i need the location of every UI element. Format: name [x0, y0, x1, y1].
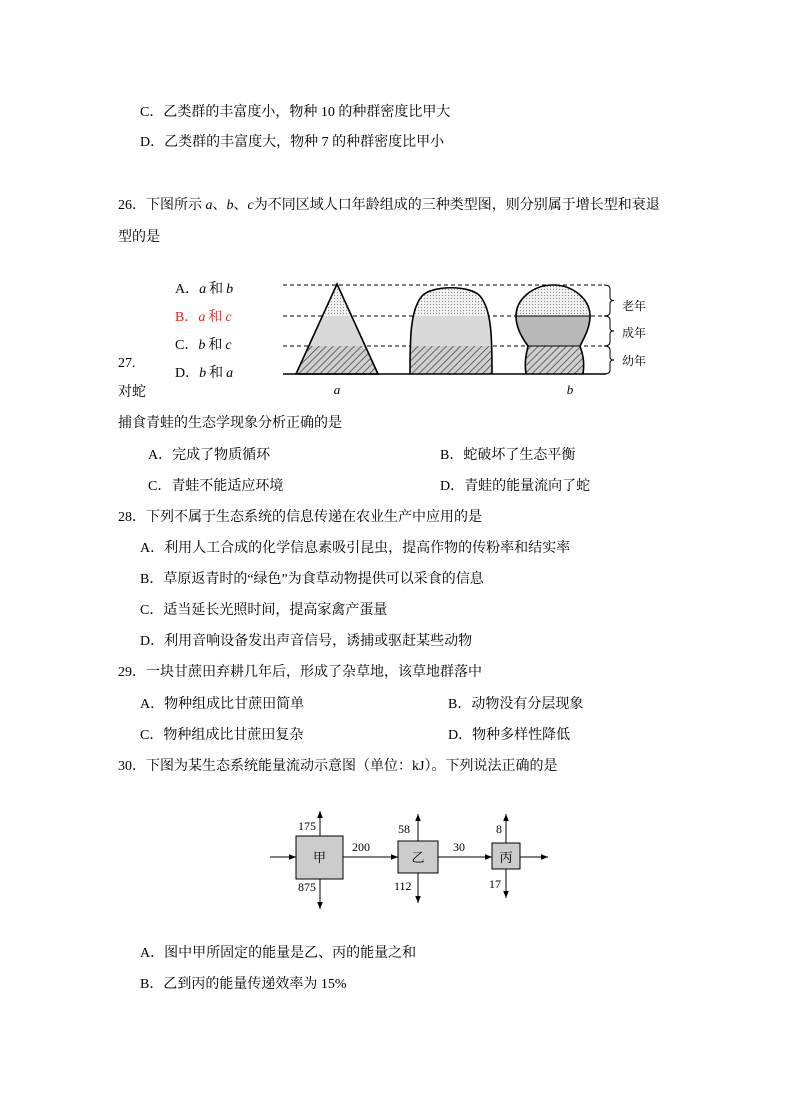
value-yi-up: 58 — [398, 822, 410, 836]
q26-var-b: b — [226, 198, 234, 213]
q29-stem: 29．一块甘蔗田弃耕几年后，形成了杂草地，该草地群落中 — [118, 665, 482, 680]
pyramid-a — [296, 284, 378, 374]
q26-stem-line2: 型的是 — [118, 230, 160, 245]
q27-stem-line1: 对蛇 — [118, 385, 146, 400]
q27-option-c: C．青蛙不能适应环境 — [148, 479, 284, 494]
node-jia-label: 甲 — [312, 850, 327, 865]
option-first: b — [199, 366, 207, 381]
pyramid-a-old-section — [322, 284, 351, 316]
value-yi-to-bing: 30 — [453, 840, 465, 854]
brace-adult — [604, 316, 614, 346]
q29-option-d: D．物种多样性降低 — [448, 728, 571, 743]
q28-option-d: D．利用音响设备发出声音信号，诱捕或驱赶某些动物 — [140, 634, 473, 649]
node-bing-label: 丙 — [499, 850, 513, 865]
age-structure-figure — [0, 270, 790, 400]
q27-option-b: B．蛇破坏了生态平衡 — [440, 448, 576, 463]
q27-option-d: D．青蛙的能量流向了蛇 — [440, 479, 591, 494]
q28-option-c: C．适当延长光照时间，提高家禽产蛋量 — [140, 603, 388, 618]
q25-option-c: C．乙类群的丰富度小，物种 10 的种群密度比甲大 — [140, 105, 451, 120]
value-jia-up: 175 — [298, 819, 316, 833]
option-second: c — [225, 338, 232, 353]
node-yi-label: 乙 — [411, 850, 425, 865]
q26-sep-1: 、 — [212, 198, 227, 213]
option-second: a — [226, 366, 234, 381]
q29-option-a: A．物种组成比甘蔗田简单 — [140, 697, 305, 712]
value-jia-to-yi: 200 — [352, 840, 370, 854]
value-bing-up: 8 — [496, 822, 502, 836]
q27-number: 27. — [118, 356, 136, 371]
q27-stem-line2: 捕食青蛙的生态学现象分析正确的是 — [118, 416, 342, 431]
option-join: 和 — [209, 366, 224, 381]
option-letter: A． — [175, 282, 200, 297]
pyramid-bell-adult-section — [405, 316, 497, 346]
pyramid-bell-young-section — [405, 346, 497, 374]
q26-var-a: a — [205, 198, 213, 213]
value-jia-down: 875 — [298, 880, 316, 894]
option-join: 和 — [209, 282, 224, 297]
energy-flow-diagram — [0, 805, 790, 915]
option-second: c — [225, 310, 232, 325]
option-join: 和 — [208, 338, 223, 353]
q26-sep-2: 、 — [233, 198, 248, 213]
label-young: 幼年 — [622, 354, 647, 368]
q28-option-a: A．利用人工合成的化学信息素吸引昆虫，提高作物的传粉率和结实率 — [140, 541, 571, 556]
q26-stem-suffix: 为不同区域人口年龄组成的三种类型图，则分别属于增长型和衰退 — [253, 198, 660, 213]
brace-young — [604, 346, 614, 374]
option-join: 和 — [208, 310, 223, 325]
q28-option-b: B．草原返青时的“绿色”为食草动物提供可以采食的信息 — [140, 572, 484, 587]
q30-stem: 30．下图为某生态系统能量流动示意图（单位：kJ）。下列说法正确的是 — [118, 759, 558, 774]
option-letter: D． — [175, 366, 200, 381]
option-first: a — [198, 310, 206, 325]
label-adult: 成年 — [622, 326, 647, 340]
option-first: a — [199, 282, 207, 297]
q27-option-a: A．完成了物质循环 — [148, 448, 271, 463]
pyramid-a-adult-section — [309, 316, 365, 346]
pyramid-a-young-section — [296, 346, 378, 374]
q30-option-a: A．图中甲所固定的能量是乙、丙的能量之和 — [140, 946, 417, 961]
q29-option-b: B．动物没有分层现象 — [448, 697, 584, 712]
option-second: b — [226, 282, 234, 297]
pyramid-urn — [510, 280, 596, 374]
option-letter: B． — [175, 310, 199, 325]
pyramid-bell — [405, 280, 497, 374]
brace-old-age — [604, 285, 614, 316]
value-yi-down: 112 — [394, 879, 412, 893]
value-bing-down: 17 — [489, 877, 501, 891]
label-shape-b: b — [566, 382, 574, 397]
q28-stem: 28．下列不属于生态系统的信息传递在农业生产中应用的是 — [118, 510, 482, 525]
option-letter: C． — [175, 338, 199, 353]
q26-var-c: c — [247, 198, 254, 213]
label-old-age: 老年 — [622, 299, 647, 313]
label-shape-a: a — [333, 382, 341, 397]
q29-option-c: C．物种组成比甘蔗田复杂 — [140, 728, 304, 743]
q26-stem-prefix: 26．下图所示 — [118, 198, 206, 213]
q25-option-d: D．乙类群的丰富度大，物种 7 的种群密度比甲小 — [140, 135, 445, 150]
option-first: b — [198, 338, 206, 353]
q26-stem — [118, 196, 660, 216]
q30-option-b: B．乙到丙的能量传递效率为 15% — [140, 977, 347, 992]
